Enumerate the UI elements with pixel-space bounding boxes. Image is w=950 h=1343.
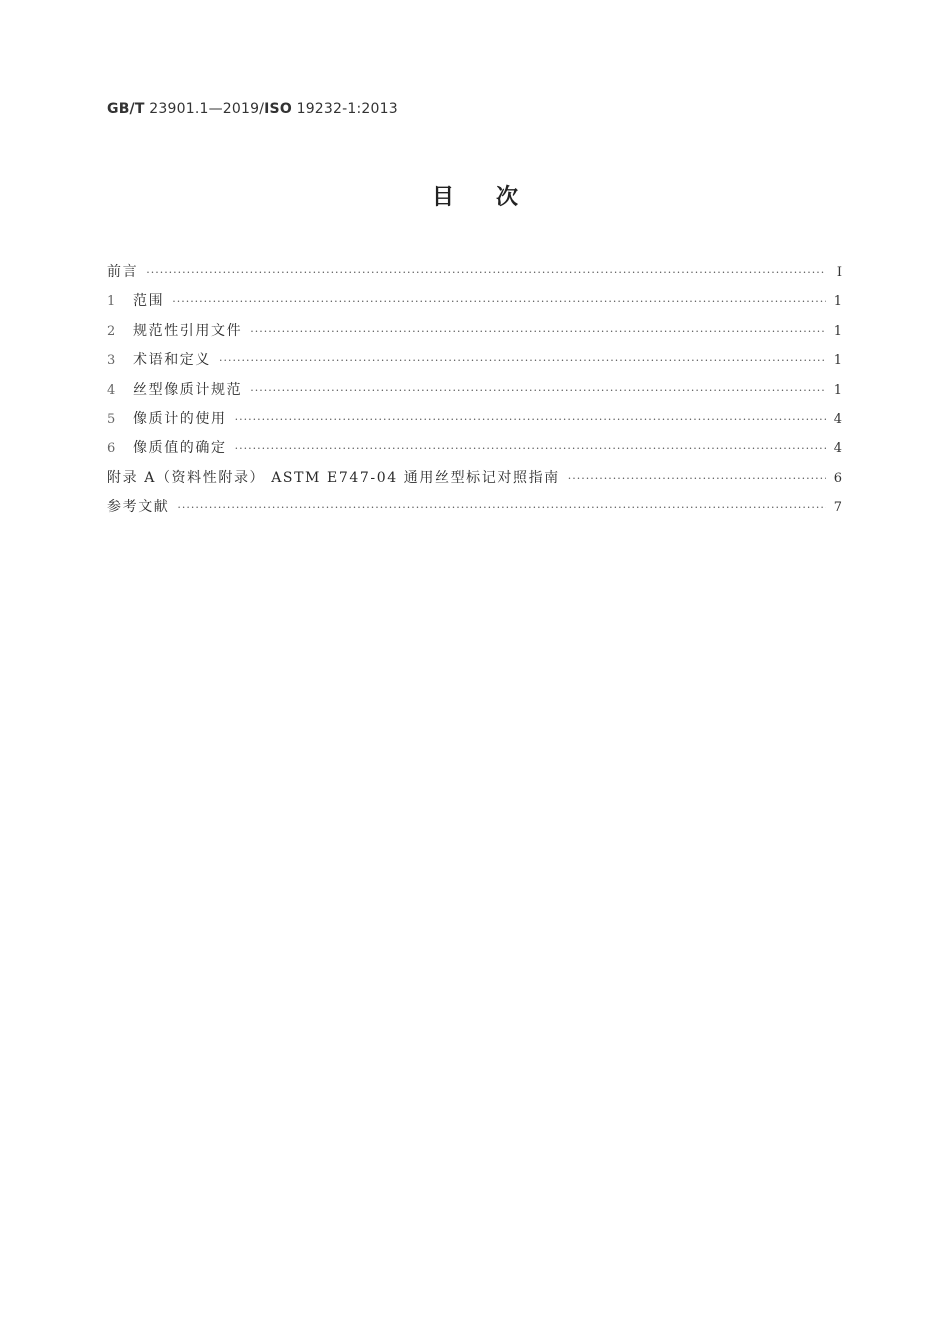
dot-leader xyxy=(250,376,826,405)
toc-entry-number: 6 xyxy=(107,441,116,457)
toc-entry-number: 2 xyxy=(107,323,116,339)
doc-code-iso: ISO xyxy=(264,101,292,117)
toc-entry-normative-references[interactable] xyxy=(107,317,842,346)
toc-entry-page: Ⅰ xyxy=(836,265,842,280)
toc-entry-number: 1 xyxy=(107,294,116,310)
toc-entry-page: 6 xyxy=(833,470,842,486)
doc-code-prefix: GB/T xyxy=(107,101,145,117)
toc-entry-page: 4 xyxy=(833,441,842,457)
toc-entry-foreword[interactable] xyxy=(107,258,842,287)
toc-entry-title: 前言 xyxy=(107,264,139,280)
toc-entry-page: 4 xyxy=(833,411,842,427)
toc-entry-number: 3 xyxy=(107,353,116,369)
toc-entry-scope[interactable] xyxy=(107,287,842,316)
dot-leader xyxy=(146,258,826,287)
dot-leader xyxy=(235,434,826,463)
doc-code-number: 23901.1—2019/ xyxy=(144,101,265,117)
toc-entry-title: 范围 xyxy=(133,293,165,310)
toc-entry-title: 术语和定义 xyxy=(133,352,211,369)
toc-entry-number: 5 xyxy=(107,411,116,427)
toc-entry-terms[interactable] xyxy=(107,346,842,375)
dot-leader xyxy=(219,346,826,375)
table-of-contents xyxy=(107,258,842,523)
dot-leader xyxy=(172,287,826,316)
toc-entry-iqi-value[interactable] xyxy=(107,434,842,463)
dot-leader xyxy=(568,464,826,493)
document-code xyxy=(107,101,398,117)
page-title: 目次 xyxy=(431,185,560,210)
toc-entry-page: 1 xyxy=(833,294,842,310)
dot-leader xyxy=(177,493,826,522)
toc-entry-title: 附录 A（资料性附录） ASTM E747-04 通用丝型标记对照指南 xyxy=(107,469,560,486)
toc-entry-title: 丝型像质计规范 xyxy=(133,381,243,398)
toc-entry-wire-iqi-spec[interactable] xyxy=(107,376,842,405)
toc-entry-title: 参考文献 xyxy=(107,499,170,516)
toc-entry-page: 7 xyxy=(833,500,842,516)
doc-code-iso-number: 19232-1:2013 xyxy=(291,101,398,117)
toc-entry-page: 1 xyxy=(833,323,842,339)
dot-leader xyxy=(250,317,826,346)
toc-entry-number: 4 xyxy=(107,382,116,398)
toc-entry-title: 像质值的确定 xyxy=(133,440,227,457)
toc-entry-bibliography[interactable] xyxy=(107,493,842,522)
toc-entry-title: 规范性引用文件 xyxy=(133,322,243,339)
toc-entry-page: 1 xyxy=(833,353,842,369)
toc-entry-iqi-use[interactable] xyxy=(107,405,842,434)
toc-entry-page: 1 xyxy=(833,382,842,398)
dot-leader xyxy=(235,405,826,434)
toc-entry-annex-a[interactable] xyxy=(107,464,842,493)
toc-entry-title: 像质计的使用 xyxy=(133,410,227,427)
